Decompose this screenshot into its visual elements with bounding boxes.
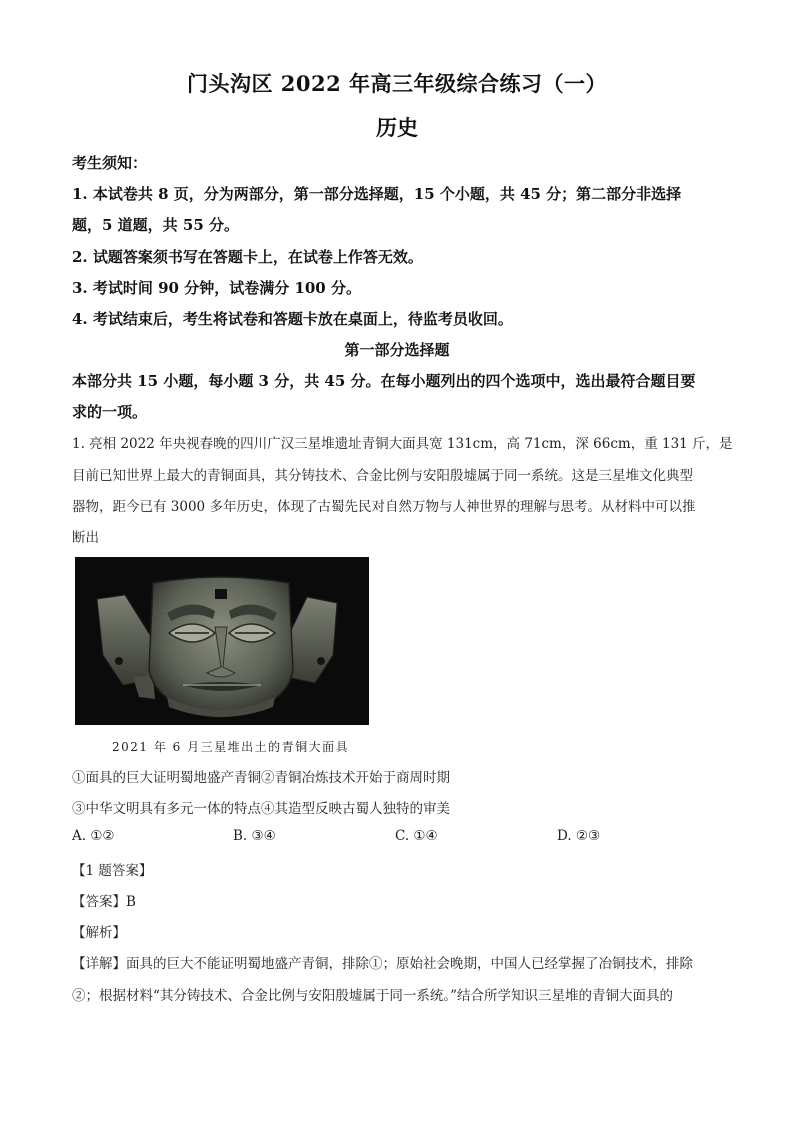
notice-item-2: 2. 试题答案须书写在答题卡上，在试卷上作答无效。 <box>72 248 423 266</box>
notice-item-4: 4. 考试结束后，考生将试卷和答题卡放在桌面上，待监考员收回。 <box>72 310 513 328</box>
question-stem-line-2: 目前已知世界上最大的青铜面具，其分铸技术、合金比例与安阳殷墟属于同一系统。这是三星堆文化典型 <box>72 468 693 484</box>
analysis-tag: 【解析】 <box>72 925 126 941</box>
image-caption: 2021 年 6 月三星堆出土的青铜大面具 <box>112 740 350 754</box>
detail-line-1: 【详解】面具的巨大不能证明蜀地盛产青铜，排除①；原始社会晚期，中国人已经掌握了冶铜技术，排除 <box>72 956 693 972</box>
notice-item-1-line-2: 题，5 道题，共 55 分。 <box>72 216 239 234</box>
question-stem-line-3: 器物，距今已有 3000 多年历史，体现了古蜀先民对自然万物与人神世界的理解与思考。从材料中可以推 <box>72 499 696 515</box>
subject-title: 历史 <box>376 115 418 140</box>
bronze-mask-photo <box>75 557 369 725</box>
answer-section-tag: 【1 题答案】 <box>72 863 153 879</box>
notice-heading: 考生须知： <box>72 154 148 172</box>
statements-line-2: ③中华文明具有多元一体的特点④其造型反映古蜀人独特的审美 <box>72 801 450 817</box>
bronze-mask-illustration <box>75 557 369 725</box>
section-instruction-line-1: 本部分共 15 小题，每小题 3 分，共 45 分。在每小题列出的四个选项中，选出最符合题目要 <box>72 372 696 390</box>
option-d: D. ②③ <box>557 828 601 844</box>
section-instruction-line-2: 求的一项。 <box>72 403 148 421</box>
statements-line-1: ①面具的巨大证明蜀地盛产青铜②青铜冶炼技术开始于商周时期 <box>72 770 450 786</box>
option-a: A. ①② <box>72 828 115 844</box>
notice-item-3: 3. 考试时间 90 分钟，试卷满分 100 分。 <box>72 279 361 297</box>
page-title: 门头沟区 2022 年高三年级综合练习（一） <box>186 71 608 96</box>
option-c: C. ①④ <box>395 828 438 844</box>
detail-line-2: ②；根据材料“其分铸技术、合金比例与安阳殷墟属于同一系统。”结合所学知识三星堆的青铜大面具的 <box>72 988 674 1004</box>
option-b: B. ③④ <box>233 828 276 844</box>
section-heading: 第一部分选择题 <box>344 341 450 359</box>
notice-item-1-line-1: 1. 本试卷共 8 页，分为两部分，第一部分选择题，15 个小题，共 45 分；第二部分非选择 <box>72 185 682 203</box>
question-stem-line-4: 断出 <box>72 530 99 546</box>
question-stem-line-1: 1. 亮相 2022 年央视春晚的四川广汉三星堆遗址青铜大面具宽 131cm，高 71cm，深 66cm，重 131 斤，是 <box>72 436 733 452</box>
answer-text: 【答案】B <box>72 894 136 910</box>
